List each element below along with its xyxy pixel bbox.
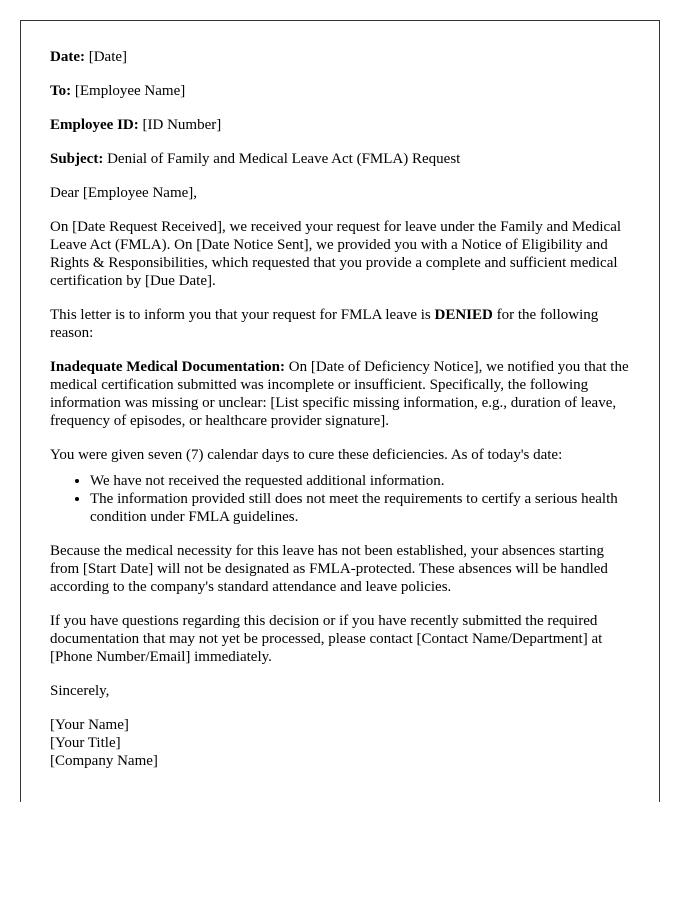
reason-label: Inadequate Medical Documentation: bbox=[50, 359, 285, 375]
questions-paragraph: If you have questions regarding this decision or if you have recently submitted the required documentation that may not yet be processed, please contact [Contact Name/Department] at [Phone Number/Email] immediately. bbox=[50, 613, 603, 665]
intro-paragraph: On [Date Request Received], we received your request for leave under the Family and Medical Leave Act (FMLA). On [Date Notice Sent], we provided you with a Notice of Eligibility and Rights & Responsibilities, which requested that you provide a complete and sufficient medical certification by [Due Date]. bbox=[50, 219, 622, 289]
employee-id-value: [ID Number] bbox=[138, 117, 222, 133]
subject-value: Denial of Family and Medical Leave Act (FMLA) Request bbox=[103, 151, 461, 167]
to-line bbox=[50, 82, 631, 100]
to-label: To: bbox=[50, 83, 72, 99]
salutation: Dear [Employee Name], bbox=[50, 185, 198, 201]
reason-text: On [Date of Deficiency Notice], we notified you that the medical certification submitted was incomplete or insufficient. Specifically, the following information was missing or unclear: [List specific missing information, e.g., duration of leave, frequency of episodes, or healthcare provider signature]. bbox=[50, 359, 629, 429]
subject-label: Subject: bbox=[50, 151, 104, 167]
date-value: [Date] bbox=[84, 49, 128, 65]
to-value: [Employee Name] bbox=[71, 83, 186, 99]
cure-paragraph: You were given seven (7) calendar days to cure these deficiencies. As of today's date: bbox=[50, 447, 563, 463]
subject-line bbox=[50, 150, 631, 168]
valediction: Sincerely, bbox=[50, 683, 110, 699]
list-item: • The information provided still does not meet the requirements to certify a serious health condition under FMLA guidelines. bbox=[90, 490, 631, 526]
employee-id-line bbox=[50, 116, 631, 134]
signer-title: [Your Title] bbox=[50, 735, 121, 751]
signer-name: [Your Name] bbox=[50, 717, 129, 733]
deficiency-list bbox=[50, 472, 631, 526]
list-item: • We have not received the requested additional information. bbox=[90, 472, 631, 490]
denial-text-pre: This letter is to inform you that your request for FMLA leave is bbox=[50, 307, 435, 323]
company-name: [Company Name] bbox=[50, 753, 158, 769]
employee-id-label: Employee ID: bbox=[50, 117, 139, 133]
reason-paragraph bbox=[50, 358, 631, 430]
date-line bbox=[50, 48, 631, 66]
denial-paragraph bbox=[50, 306, 631, 342]
date-label: Date: bbox=[50, 49, 85, 65]
letter-page bbox=[20, 20, 660, 802]
denial-text-post: for the following reason: bbox=[50, 307, 599, 341]
necessity-paragraph: Because the medical necessity for this leave has not been established, your absences starting from [Start Date] will not be designated as FMLA-protected. These absences will be handled according to the company's standard attendance and leave policies. bbox=[50, 543, 608, 595]
signature-block bbox=[50, 716, 631, 770]
denied-emphasis: DENIED bbox=[434, 307, 493, 323]
